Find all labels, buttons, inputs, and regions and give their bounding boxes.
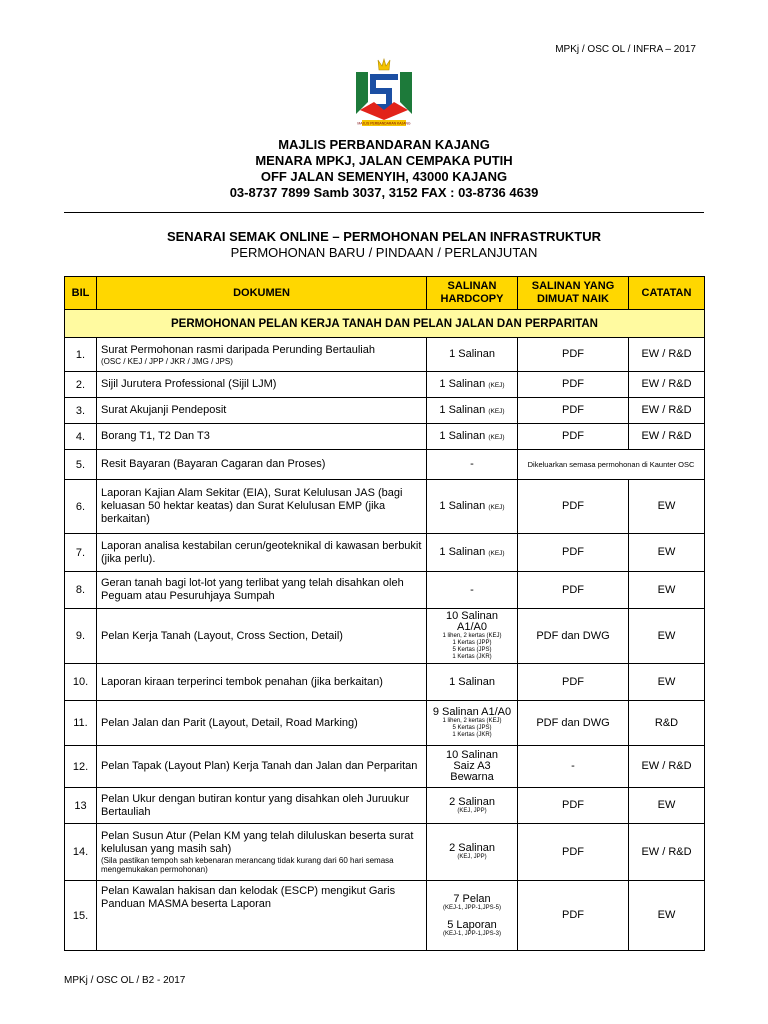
row-catatan: EW / R&D <box>629 746 705 788</box>
table-row <box>65 424 705 450</box>
row-catatan: EW <box>629 534 705 572</box>
row-document: Geran tanah bagi lot-lot yang terlibat yang telah disahkan oleh Peguam atau Pesuruhjaya Sumpah <box>97 572 427 609</box>
header-catatan: CATATAN <box>629 277 705 310</box>
council-address-block <box>0 137 768 201</box>
table-row <box>65 788 705 824</box>
table-row <box>65 746 705 788</box>
row-hardcopy: 10 Salinan Saiz A3 Bewarna <box>427 746 518 788</box>
row-hardcopy: 9 Salinan A1/A0 1 lihen, 2 kertas (KEJ) 5 Kertas (JPS) 1 Kertas (JKR) <box>427 701 518 746</box>
row-hardcopy: 1 Salinan (KEJ) <box>427 424 518 450</box>
row-bil: 4. <box>65 424 97 450</box>
row-bil: 13 <box>65 788 97 824</box>
row-bil: 2. <box>65 372 97 398</box>
row-catatan: R&D <box>629 701 705 746</box>
header-divider <box>64 212 704 213</box>
table-row <box>65 372 705 398</box>
council-building: MENARA MPKJ, JALAN CEMPAKA PUTIH <box>255 153 513 168</box>
row-upload: PDF <box>518 572 629 609</box>
row-upload: PDF <box>518 664 629 701</box>
row-document: Laporan Kajian Alam Sekitar (EIA), Surat Kelulusan JAS (bagi keluasan 50 hektar keatas) dan Surat Kelulusan EMP (jika berkaitan) <box>97 480 427 534</box>
page-reference: MPKj / OSC OL / INFRA – 2017 <box>555 44 696 55</box>
row-bil: 3. <box>65 398 97 424</box>
table-row <box>65 338 705 372</box>
row-catatan: EW <box>629 788 705 824</box>
row-catatan: EW <box>629 664 705 701</box>
table-row <box>65 881 705 951</box>
table-row <box>65 534 705 572</box>
council-street: OFF JALAN SEMENYIH, 43000 KAJANG <box>260 169 508 184</box>
row-bil: 6. <box>65 480 97 534</box>
row-document: Laporan kiraan terperinci tembok penahan (jika berkaitan) <box>97 664 427 701</box>
row-hardcopy: 1 Salinan (KEJ) <box>427 480 518 534</box>
crown-icon <box>378 59 390 70</box>
table-header-row <box>65 277 705 310</box>
row-upload: PDF <box>518 480 629 534</box>
checklist-title: SENARAI SEMAK ONLINE – PERMOHONAN PELAN INFRASTRUKTUR <box>166 229 602 244</box>
row-upload: PDF <box>518 824 629 881</box>
row-upload: PDF <box>518 424 629 450</box>
checklist-table <box>64 276 705 951</box>
row-hardcopy: 2 Salinan (KEJ, JPP) <box>427 824 518 881</box>
table-row <box>65 450 705 480</box>
table-row <box>65 609 705 664</box>
row-hardcopy: 1 Salinan <box>427 664 518 701</box>
row-catatan: EW / R&D <box>629 824 705 881</box>
row-bil: 11. <box>65 701 97 746</box>
row-catatan: EW <box>629 881 705 951</box>
row-document: Sijil Jurutera Professional (Sijil LJM) <box>97 372 427 398</box>
row-document: Borang T1, T2 Dan T3 <box>97 424 427 450</box>
row-document: Pelan Kawalan hakisan dan kelodak (ESCP) mengikut Garis Panduan MASMA beserta Laporan <box>97 881 427 951</box>
table-row <box>65 824 705 881</box>
row-document: Laporan analisa kestabilan cerun/geoteknikal di kawasan berbukit (jika perlu). <box>97 534 427 572</box>
footer-reference: MPKj / OSC OL / B2 - 2017 <box>64 975 186 986</box>
row-document: Surat Akujanji Pendeposit <box>97 398 427 424</box>
row-document: Pelan Ukur dengan butiran kontur yang disahkan oleh Juruukur Bertauliah <box>97 788 427 824</box>
row-catatan: EW / R&D <box>629 338 705 372</box>
row-hardcopy: 1 Salinan <box>427 338 518 372</box>
row-upload: PDF <box>518 338 629 372</box>
row-bil: 8. <box>65 572 97 609</box>
row-upload: PDF <box>518 372 629 398</box>
council-contact: 03-8737 7899 Samb 3037, 3152 FAX : 03-8736 4639 <box>229 185 539 200</box>
table-row <box>65 480 705 534</box>
row-hardcopy: 1 Salinan (KEJ) <box>427 534 518 572</box>
row-document-note: (Sila pastikan tempoh sah kebenaran merancang tidak kurang dari 60 hari semasa mengemukakan permohonan) <box>101 856 394 874</box>
row-document: Pelan Susun Atur (Pelan KM yang telah diluluskan beserta surat kelulusan yang masih sah) (Sila pastikan tempoh sah kebenaran merancang tidak kurang dari 60 hari semasa mengemukakan permohonan) <box>97 824 427 881</box>
row-catatan: EW / R&D <box>629 372 705 398</box>
row-upload: Dikeluarkan semasa permohonan di Kaunter OSC <box>518 450 705 480</box>
row-document: Pelan Tapak (Layout Plan) Kerja Tanah dan Jalan dan Perparitan <box>97 746 427 788</box>
row-bil: 12. <box>65 746 97 788</box>
section-title: PERMOHONAN PELAN KERJA TANAH DAN PELAN JALAN DAN PERPARITAN <box>65 310 705 338</box>
row-bil: 10. <box>65 664 97 701</box>
row-upload: PDF <box>518 398 629 424</box>
row-upload: - <box>518 746 629 788</box>
section-row <box>65 310 705 338</box>
council-name: MAJLIS PERBANDARAN KAJANG <box>278 137 490 152</box>
table-row <box>65 572 705 609</box>
row-bil: 7. <box>65 534 97 572</box>
row-hardcopy: - <box>427 572 518 609</box>
row-hardcopy: 10 Salinan A1/A0 1 lihen, 2 kertas (KEJ) 1 Kertas (JPP) 5 Kertas (JPS) 1 Kertas (JKR) <box>427 609 518 664</box>
council-crest-logo <box>352 58 416 132</box>
row-upload: PDF <box>518 788 629 824</box>
svg-text:MAJLIS PERBANDARAN KAJANG: MAJLIS PERBANDARAN KAJANG <box>357 121 411 126</box>
row-hardcopy: 1 Salinan (KEJ) <box>427 372 518 398</box>
header-upload: SALINAN YANG DIMUAT NAIK <box>518 277 629 310</box>
row-document-note: (OSC / KEJ / JPP / JKR / JMG / JPS) <box>101 356 233 366</box>
row-document: Pelan Jalan dan Parit (Layout, Detail, Road Marking) <box>97 701 427 746</box>
row-upload: PDF dan DWG <box>518 701 629 746</box>
row-catatan: EW <box>629 572 705 609</box>
header-bil: BIL <box>65 277 97 310</box>
row-bil: 14. <box>65 824 97 881</box>
row-catatan: EW / R&D <box>629 398 705 424</box>
checklist-subtitle: PERMOHONAN BARU / PINDAAN / PERLANJUTAN <box>230 245 538 260</box>
row-catatan: EW <box>629 480 705 534</box>
row-bil: 1. <box>65 338 97 372</box>
document-title <box>0 229 768 261</box>
row-upload: PDF <box>518 881 629 951</box>
table-row <box>65 398 705 424</box>
row-hardcopy: 1 Salinan (KEJ) <box>427 398 518 424</box>
row-bil: 15. <box>65 881 97 951</box>
row-bil: 5. <box>65 450 97 480</box>
header-hardcopy: SALINAN HARDCOPY <box>427 277 518 310</box>
table-row <box>65 664 705 701</box>
header-dokumen: DOKUMEN <box>97 277 427 310</box>
row-upload: PDF <box>518 534 629 572</box>
row-hardcopy: 2 Salinan (KEJ, JPP) <box>427 788 518 824</box>
row-hardcopy: 7 Pelan (KEJ-1, JPP-1,JPS-5) 5 Laporan (KEJ-1, JPP-1,JPS-3) <box>427 881 518 951</box>
table-row <box>65 701 705 746</box>
row-catatan: EW <box>629 609 705 664</box>
row-document: Pelan Kerja Tanah (Layout, Cross Section, Detail) <box>97 609 427 664</box>
row-catatan: EW / R&D <box>629 424 705 450</box>
row-hardcopy: - <box>427 450 518 480</box>
row-document: Surat Permohonan rasmi daripada Perunding Bertauliah (OSC / KEJ / JPP / JKR / JMG / JPS) <box>97 338 427 372</box>
row-upload: PDF dan DWG <box>518 609 629 664</box>
row-bil: 9. <box>65 609 97 664</box>
row-document: Resit Bayaran (Bayaran Cagaran dan Proses) <box>97 450 427 480</box>
